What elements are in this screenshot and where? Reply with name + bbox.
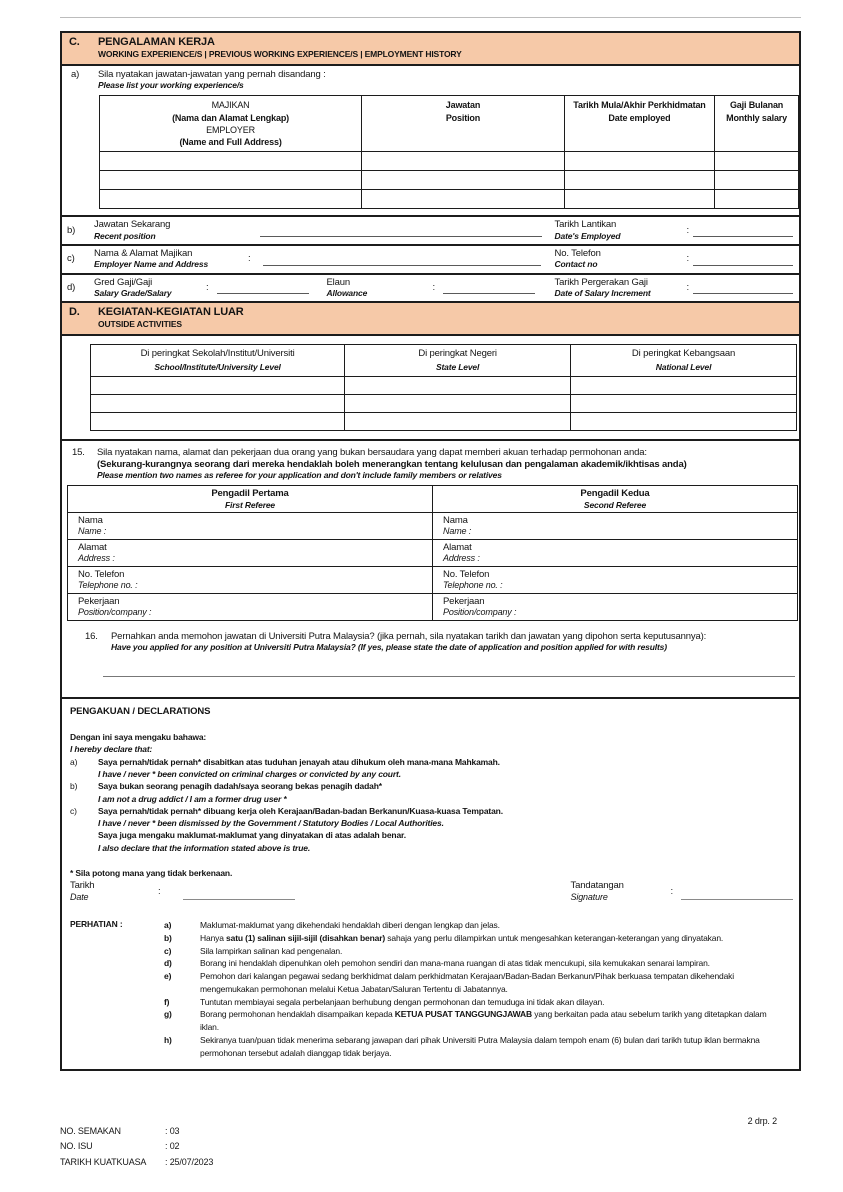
item-a-block bbox=[60, 64, 801, 218]
item-16-number: 16. bbox=[85, 630, 98, 642]
empty-cell bbox=[345, 394, 571, 412]
declaration-item-a: a) Saya pernah/tidak pernah* disabitkan atas tuduhan jenayah atau dihukum oleh mana-mana Mahkamah. I have / never * been convicted on criminal charges or convicted by any court. bbox=[70, 756, 500, 779]
row-b-en: Recent position bbox=[94, 230, 156, 241]
date-label: Tarikh Date bbox=[70, 880, 95, 902]
empty-cell bbox=[564, 190, 714, 209]
colon: : bbox=[686, 281, 689, 293]
empty-cell bbox=[715, 171, 799, 190]
colon: : bbox=[686, 224, 689, 236]
empty-cell bbox=[571, 376, 797, 394]
item-16-text bbox=[111, 631, 706, 652]
item-16-fill-line bbox=[103, 676, 795, 677]
empty-cell bbox=[564, 171, 714, 190]
row-b-right-my: Tarikh Lantikan bbox=[554, 219, 617, 231]
row-c-right-fill-line bbox=[693, 252, 793, 266]
referee2-phone-cell: No. Telefon Telephone no. : bbox=[433, 566, 798, 593]
row-b-fill-line bbox=[260, 223, 542, 237]
footer-row-kuatkuasa: TARIKH KUATKUASA : 25/07/2023 bbox=[60, 1156, 214, 1167]
declaration-closing: Saya juga mengaku maklumat-maklumat yang dinyatakan di atas adalah benar. I also declare that the information stated above is true. bbox=[98, 830, 406, 853]
referee1-address-cell: Alamat Address : bbox=[68, 539, 433, 566]
row-b-my: Jawatan Sekarang bbox=[94, 219, 171, 231]
row-d-right-en: Date of Salary Increment bbox=[554, 287, 651, 298]
experience-col-date: Tarikh Mula/Akhir Perkhidmatan Date employed bbox=[564, 96, 714, 152]
row-d-right-my: Tarikh Pergerakan Gaji bbox=[554, 276, 648, 288]
row-c-right-en: Contact no bbox=[554, 259, 598, 270]
outside-activities-table bbox=[90, 344, 797, 431]
colon: : bbox=[686, 253, 689, 265]
referee-row-address bbox=[68, 539, 798, 566]
referee-row-name bbox=[68, 512, 798, 539]
perhatian-item-g: g) Borang permohonan hendaklah disampaikan kepada KETUA PUSAT TANGGUNGJAWAB yang berkaitan pada atau sebelum tarikh yang ditetapkan dalam iklan. bbox=[164, 1009, 767, 1033]
referee2-address-cell: Alamat Address : bbox=[433, 539, 798, 566]
outside-col-national: Di peringkat Kebangsaan National Level bbox=[571, 344, 797, 376]
row-b-right-en: Date's Employed bbox=[554, 230, 621, 241]
referee1-name-cell: Nama Name : bbox=[68, 512, 433, 539]
row-d-right-label bbox=[555, 277, 683, 299]
empty-cell bbox=[715, 152, 799, 171]
row-c-fill-line bbox=[263, 252, 541, 266]
date-fill-line bbox=[183, 884, 295, 900]
empty-cell bbox=[362, 171, 565, 190]
referee-col-second: Pengadil Kedua Second Referee bbox=[433, 485, 798, 512]
referee-row-occupation bbox=[68, 593, 798, 620]
row-c-letter: c) bbox=[67, 253, 75, 265]
section-c-subtitle: WORKING EXPERIENCE/S | PREVIOUS WORKING EXPERIENCE/S | EMPLOYMENT HISTORY bbox=[98, 49, 462, 60]
empty-cell bbox=[345, 412, 571, 430]
row-b-right-label bbox=[555, 219, 683, 241]
row-d-mid-en: Allowance bbox=[326, 287, 368, 298]
signature-fill-line bbox=[681, 884, 793, 900]
empty-cell bbox=[100, 190, 362, 209]
empty-cell bbox=[571, 394, 797, 412]
perhatian-item-a: a) Maklumat-maklumat yang dikehendaki hendaklah diberi dengan lengkap dan jelas. bbox=[164, 920, 500, 931]
empty-cell bbox=[345, 376, 571, 394]
empty-cell bbox=[564, 152, 714, 171]
experience-table bbox=[99, 95, 799, 209]
row-b bbox=[60, 215, 801, 246]
section-d-header bbox=[60, 301, 801, 336]
referee-col-first: Pengadil Pertama First Referee bbox=[68, 485, 433, 512]
row-b-letter: b) bbox=[67, 224, 76, 236]
declaration-item-b: b) Saya bukan seorang penagih dadah/saya seorang bekas penagih dadah* I am not a drug addict / I am a former drug user * bbox=[70, 781, 382, 804]
item-16 bbox=[85, 631, 794, 652]
declaration-item-c: c) Saya pernah/tidak pernah* dibuang kerja oleh Kerajaan/Badan-badan Berkanun/Kuasa-kuasa Tempatan. I have / never * been dismissed by the Government / Statutory Bodies / Local Authorities. bbox=[70, 805, 503, 829]
revision-footer bbox=[60, 1124, 213, 1170]
row-c-right-my: No. Telefon bbox=[554, 247, 601, 259]
row-c-en: Employer Name and Address bbox=[94, 259, 209, 270]
perhatian-label: PERHATIAN : bbox=[70, 919, 123, 930]
row-c-right-label bbox=[555, 248, 683, 270]
empty-cell bbox=[100, 152, 362, 171]
empty-cell bbox=[362, 190, 565, 209]
section-d-titles bbox=[98, 306, 244, 330]
experience-empty-row bbox=[100, 190, 799, 209]
experience-empty-row bbox=[100, 171, 799, 190]
item-15-number: 15. bbox=[72, 446, 85, 458]
outside-col-state: Di peringkat Negeri State Level bbox=[345, 344, 571, 376]
page-number: 2 drp. 2 bbox=[747, 1116, 777, 1126]
perhatian-block bbox=[68, 919, 793, 1059]
referee-row-phone bbox=[68, 566, 798, 593]
row-d-en: Salary Grade/Salary bbox=[94, 287, 172, 298]
referee-block bbox=[60, 439, 801, 699]
empty-cell bbox=[362, 152, 565, 171]
declarations-intro: Dengan ini saya mengaku bahawa: I hereby declare that: bbox=[70, 731, 207, 755]
form-body bbox=[60, 17, 801, 1071]
item-a-my: Sila nyatakan jawatan-jawatan yang pernah disandang : bbox=[98, 68, 326, 80]
top-divider bbox=[60, 17, 801, 18]
footer-row-semakan: NO. SEMAKAN : 03 bbox=[60, 1126, 180, 1136]
row-d-mid-fill-line bbox=[443, 280, 535, 294]
colon: : bbox=[248, 253, 251, 265]
row-d-letter: d) bbox=[67, 281, 76, 293]
section-c-header bbox=[60, 31, 801, 66]
referee-table bbox=[67, 485, 798, 621]
item-15-line2: (Sekurang-kurangnya seorang dari mereka hendaklah boleh menerangkan tentang kelulusan dan pengalaman akademik/ikhtisas anda) bbox=[97, 458, 687, 470]
colon: : bbox=[158, 886, 161, 898]
experience-header-row bbox=[100, 96, 799, 152]
empty-cell bbox=[100, 171, 362, 190]
section-d-letter: D. bbox=[69, 306, 80, 319]
section-c-titles bbox=[98, 36, 462, 60]
perhatian-item-f: f) Tuntutan membiayai segala perbelanjaan berhubung dengan permohonan dan temuduga ini tidak akan dilayan. bbox=[164, 996, 605, 1007]
section-d-subtitle: OUTSIDE ACTIVITIES bbox=[98, 319, 182, 330]
outside-empty-row bbox=[91, 394, 797, 412]
item-a-en: Please list your working experience/s bbox=[98, 80, 244, 91]
row-d-right-fill-line bbox=[693, 280, 793, 294]
item-15-line3: Please mention two names as referee for your application and don't include family members or relatives bbox=[97, 469, 502, 480]
declarations-block bbox=[60, 697, 801, 1072]
outside-activities-block bbox=[60, 334, 801, 441]
perhatian-item-b: b) Hanya satu (1) salinan sijil-sijil (disahkan benar) sahaja yang perlu dilampirkan untuk mengesahkan keterangan-keterangan yang dinyatakan. bbox=[164, 932, 724, 943]
item-15-line1: Sila nyatakan nama, alamat dan pekerjaan dua orang yang bukan bersaudara yang dapat memberi akuan terhadap permohonan anda: bbox=[97, 446, 647, 458]
referee1-phone-cell: No. Telefon Telephone no. : bbox=[68, 566, 433, 593]
item-15-text bbox=[97, 447, 687, 480]
perhatian-item-e: e) Pemohon dari kalangan pegawai sedang berkhidmat dalam perkhidmatan Kerajaan/Badan-Badan Berkanun/Pihak berkuasa tempatan dikehendaki mengemukakan permohonan melalui Ketua Jabatan/Saluran Tertentu di Jabatannya. bbox=[164, 971, 735, 994]
item-16-en: Have you applied for any position at Universiti Putra Malaysia? (If yes, please state the date of application and position applied for with results) bbox=[111, 641, 667, 652]
date-signature-row bbox=[68, 880, 793, 903]
empty-cell bbox=[91, 412, 345, 430]
experience-col-employer: MAJIKAN (Nama dan Alamat Lengkap) EMPLOYER (Name and Full Address) bbox=[100, 96, 362, 152]
section-c-letter: C. bbox=[69, 36, 80, 48]
row-d-mid-label bbox=[327, 277, 429, 299]
perhatian-list bbox=[164, 919, 768, 1059]
referee2-occupation-cell: Pekerjaan Position/company : bbox=[433, 593, 798, 620]
row-d-fill-line bbox=[217, 280, 309, 294]
referee-header-row bbox=[68, 485, 798, 512]
empty-cell bbox=[571, 412, 797, 430]
outside-empty-row bbox=[91, 412, 797, 430]
row-d bbox=[60, 273, 801, 304]
row-c-my: Nama & Alamat Majikan bbox=[94, 247, 193, 259]
empty-cell bbox=[715, 190, 799, 209]
item-a-letter: a) bbox=[71, 68, 80, 80]
outside-empty-row bbox=[91, 376, 797, 394]
experience-empty-row bbox=[100, 152, 799, 171]
empty-cell bbox=[91, 376, 345, 394]
experience-col-salary: Gaji Bulanan Monthly salary bbox=[715, 96, 799, 152]
empty-cell bbox=[91, 394, 345, 412]
row-c bbox=[60, 244, 801, 275]
item-15 bbox=[67, 447, 794, 480]
section-c-title: PENGALAMAN KERJA bbox=[98, 36, 215, 48]
referee2-name-cell: Nama Name : bbox=[433, 512, 798, 539]
section-d-title: KEGIATAN-KEGIATAN LUAR bbox=[98, 306, 244, 319]
colon: : bbox=[206, 281, 209, 293]
perhatian-item-c: c) Sila lampirkan salinan kad pengenalan. bbox=[164, 945, 343, 956]
experience-col-position: Jawatan Position bbox=[362, 96, 565, 152]
colon: : bbox=[670, 886, 673, 898]
perhatian-item-d: d) Borang ini hendaklah dipenuhkan oleh pemohon sendiri dan mana-mana ruangan di atas tidak mencukupi, sila kemukakan senarai lampiran. bbox=[164, 958, 710, 969]
footer-row-isu: NO. ISU : 02 bbox=[60, 1141, 180, 1152]
row-d-label bbox=[94, 277, 202, 299]
row-b-label bbox=[94, 219, 260, 241]
colon: : bbox=[432, 281, 435, 293]
row-d-my: Gred Gaji/Gaji bbox=[94, 276, 153, 288]
outside-header-row bbox=[91, 344, 797, 376]
item-a-text bbox=[98, 69, 326, 91]
row-b-right-fill-line bbox=[693, 223, 793, 237]
declarations-title: PENGAKUAN / DECLARATIONS bbox=[70, 705, 211, 717]
referee1-occupation-cell: Pekerjaan Position/company : bbox=[68, 593, 433, 620]
perhatian-item-h: h) Sekiranya tuan/puan tidak menerima sebarang jawapan dari pihak Universiti Putra Malaysia dalam tempoh enam (6) bulan dari tarikh tutup iklan bermakna permohonan tersebut adalah dianggap tidak berjaya. bbox=[164, 1034, 760, 1058]
outside-col-school: Di peringkat Sekolah/Institut/Universiti School/Institute/University Level bbox=[91, 344, 345, 376]
row-c-label bbox=[94, 248, 244, 270]
strike-note: * Sila potong mana yang tidak berkenaan. bbox=[70, 868, 233, 879]
item-16-my: Pernahkan anda memohon jawatan di Universiti Putra Malaysia? (jika pernah, sila nyatakan tarikh dan jawatan yang dipohon serta keputusannya): bbox=[111, 630, 707, 642]
signature-label: Tandatangan Signature bbox=[570, 880, 624, 902]
row-d-mid-my: Elaun bbox=[326, 276, 351, 288]
item-a-label-row bbox=[66, 69, 795, 91]
